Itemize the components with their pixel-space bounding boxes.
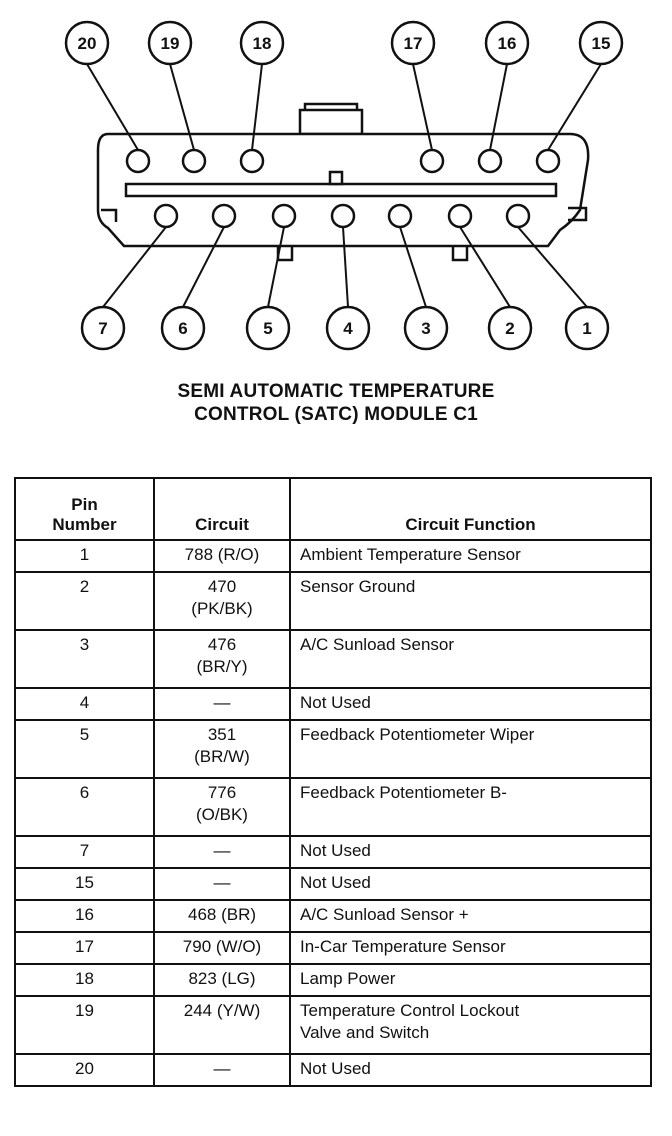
table-header-row xyxy=(15,478,651,540)
pin-hole-7 xyxy=(155,205,177,227)
header-pin-number xyxy=(15,478,154,540)
table-row xyxy=(15,572,651,630)
pin-hole-3 xyxy=(389,205,411,227)
pin-hole-2 xyxy=(449,205,471,227)
circuit-line: (O/BK) xyxy=(196,805,248,824)
function-line: A/C Sunload Sensor xyxy=(300,635,455,654)
circuit-line: (BR/Y) xyxy=(196,657,248,676)
cell-pin-number: 3 xyxy=(15,630,154,688)
pin-callout-label: 7 xyxy=(98,319,108,338)
function-line: Lamp Power xyxy=(300,969,396,988)
pin-callout-label: 4 xyxy=(343,319,353,338)
cell-pin-number: 16 xyxy=(15,900,154,932)
circuit-line: 776 xyxy=(207,783,237,802)
pin-hole-16 xyxy=(479,150,501,172)
cell-circuit-function xyxy=(290,688,651,720)
function-line: Feedback Potentiometer B- xyxy=(300,783,507,802)
pin-hole-5 xyxy=(273,205,295,227)
table-row xyxy=(15,630,651,688)
cell-circuit-function xyxy=(290,1054,651,1086)
cell-pin-number: 5 xyxy=(15,720,154,778)
table-row xyxy=(15,540,651,572)
pin-hole-15 xyxy=(537,150,559,172)
pin-hole-6 xyxy=(213,205,235,227)
pin-callout-label: 5 xyxy=(263,319,273,338)
circuit-line: 476 xyxy=(207,635,237,654)
pin-callout-label: 18 xyxy=(252,34,272,53)
table-row xyxy=(15,836,651,868)
function-line: Temperature Control Lockout xyxy=(300,1001,520,1020)
cell-circuit xyxy=(154,572,290,630)
circuit-line: 351 xyxy=(207,725,237,744)
cell-circuit xyxy=(154,688,290,720)
function-line: In-Car Temperature Sensor xyxy=(300,937,506,956)
cell-circuit-function xyxy=(290,630,651,688)
table-row xyxy=(15,964,651,996)
cell-pin-number: 1 xyxy=(15,540,154,572)
cell-circuit-function xyxy=(290,836,651,868)
pin-callout-label: 17 xyxy=(403,34,423,53)
cell-circuit xyxy=(154,1054,290,1086)
table-row xyxy=(15,868,651,900)
cell-circuit xyxy=(154,720,290,778)
function-line: Sensor Ground xyxy=(300,577,416,596)
circuit-line: — xyxy=(213,693,231,712)
cell-circuit xyxy=(154,540,290,572)
circuit-line: — xyxy=(213,873,231,892)
cell-circuit-function xyxy=(290,720,651,778)
pin-hole-17 xyxy=(421,150,443,172)
table-body xyxy=(15,540,651,1086)
table-row xyxy=(15,932,651,964)
cell-circuit-function xyxy=(290,778,651,836)
cell-pin-number: 18 xyxy=(15,964,154,996)
pin-hole-18 xyxy=(241,150,263,172)
pin-callout-label: 15 xyxy=(591,34,611,53)
table-row xyxy=(15,996,651,1054)
cell-pin-number: 7 xyxy=(15,836,154,868)
pin-callout-label: 3 xyxy=(421,319,431,338)
table-row xyxy=(15,1054,651,1086)
pin-hole-4 xyxy=(332,205,354,227)
circuit-line: 470 xyxy=(207,577,237,596)
function-line: Not Used xyxy=(300,1059,371,1078)
table-row xyxy=(15,900,651,932)
cell-pin-number: 2 xyxy=(15,572,154,630)
table-row xyxy=(15,688,651,720)
cell-pin-number: 6 xyxy=(15,778,154,836)
table-row xyxy=(15,778,651,836)
pin-callout-label: 6 xyxy=(178,319,188,338)
cell-circuit-function xyxy=(290,540,651,572)
function-line: Ambient Temperature Sensor xyxy=(300,545,521,564)
pin-callout-label: 16 xyxy=(497,34,517,53)
circuit-line: (BR/W) xyxy=(194,747,250,766)
cell-circuit xyxy=(154,836,290,868)
diagram-title-line-2: CONTROL (SATC) MODULE C1 xyxy=(194,404,478,425)
cell-circuit xyxy=(154,868,290,900)
cell-circuit xyxy=(154,996,290,1054)
pin-callout-label: 20 xyxy=(77,34,97,53)
circuit-line: — xyxy=(213,1059,231,1078)
pin-callout-label: 1 xyxy=(582,319,592,338)
cell-circuit-function xyxy=(290,900,651,932)
table-row xyxy=(15,720,651,778)
function-line: A/C Sunload Sensor + xyxy=(300,905,469,924)
circuit-line: 790 (W/O) xyxy=(182,937,262,956)
cell-circuit-function xyxy=(290,964,651,996)
cell-circuit xyxy=(154,778,290,836)
pin-hole-20 xyxy=(127,150,149,172)
circuit-line: — xyxy=(213,841,231,860)
cell-circuit-function xyxy=(290,868,651,900)
pin-callout-label: 2 xyxy=(505,319,515,338)
circuit-line: (PK/BK) xyxy=(191,599,253,618)
cell-circuit-function xyxy=(290,996,651,1054)
cell-circuit-function xyxy=(290,932,651,964)
pin-hole-1 xyxy=(507,205,529,227)
pin-hole-19 xyxy=(183,150,205,172)
pin-callout-label: 19 xyxy=(160,34,180,53)
diagram-title-line-1: SEMI AUTOMATIC TEMPERATURE xyxy=(177,381,495,402)
header-circuit-function: Circuit Function xyxy=(290,478,651,540)
circuit-line: 244 (Y/W) xyxy=(183,1001,261,1020)
header-pin-line2: Number xyxy=(52,515,117,534)
cell-pin-number: 20 xyxy=(15,1054,154,1086)
circuit-line: 823 (LG) xyxy=(188,969,256,988)
cell-circuit xyxy=(154,900,290,932)
cell-circuit xyxy=(154,630,290,688)
function-line: Not Used xyxy=(300,693,371,712)
cell-pin-number: 4 xyxy=(15,688,154,720)
connector-diagram xyxy=(0,0,672,365)
function-line: Feedback Potentiometer Wiper xyxy=(300,725,535,744)
circuit-line: 788 (R/O) xyxy=(184,545,260,564)
circuit-line: 468 (BR) xyxy=(187,905,257,924)
cell-circuit xyxy=(154,932,290,964)
cell-pin-number: 15 xyxy=(15,868,154,900)
cell-pin-number: 17 xyxy=(15,932,154,964)
header-pin-line1: Pin xyxy=(71,495,98,514)
pin-table xyxy=(14,477,652,1087)
cell-circuit-function xyxy=(290,572,651,630)
function-line: Valve and Switch xyxy=(300,1023,430,1042)
cell-pin-number: 19 xyxy=(15,996,154,1054)
header-circuit: Circuit xyxy=(154,478,290,540)
function-line: Not Used xyxy=(300,841,371,860)
function-line: Not Used xyxy=(300,873,371,892)
cell-circuit xyxy=(154,964,290,996)
